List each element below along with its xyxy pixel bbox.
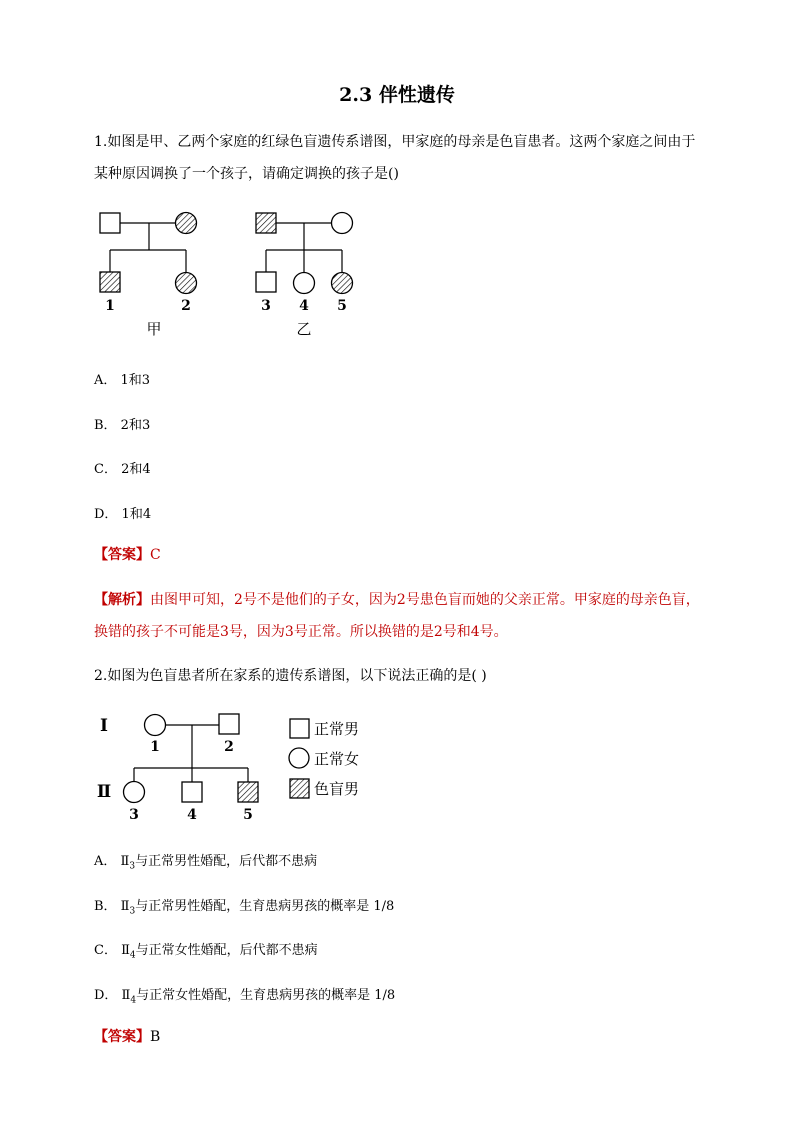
q1-answer-tag: 【答案】 bbox=[94, 547, 150, 563]
q1-family-a-label: 甲 bbox=[146, 320, 162, 338]
q1-child-label-1: 1 bbox=[105, 298, 115, 314]
q2-label-3: 3 bbox=[129, 807, 139, 823]
q2-pedigree-diagram bbox=[94, 706, 384, 826]
q2-label-2: 2 bbox=[224, 739, 234, 755]
q2-ii5-square-affected bbox=[238, 782, 258, 802]
q1-child-label-3: 3 bbox=[261, 298, 271, 314]
q2-ii4-square bbox=[182, 782, 202, 802]
q1-answer-value: C bbox=[150, 547, 161, 563]
q1-text-line2: 某种原因调换了一个孩子，请确定调换的孩子是() bbox=[94, 166, 399, 182]
legend-normal-female-circle bbox=[289, 748, 309, 768]
page-title: 2.3 伴性遗传 bbox=[339, 84, 455, 106]
q1-b-child4-circle bbox=[294, 273, 315, 294]
q1-b-child3-square bbox=[256, 272, 276, 292]
q2-i1-circle bbox=[145, 715, 166, 736]
q1-child-label-5: 5 bbox=[337, 298, 347, 314]
q2-i2-square bbox=[219, 714, 239, 734]
legend-colorblind-male-square bbox=[290, 779, 309, 798]
legend-colorblind-male-label: 色盲男 bbox=[314, 780, 360, 798]
q1-analysis-line2: 换错的孩子不可能是3号，因为3号正常。所以换错的是2号和4号。 bbox=[94, 624, 508, 640]
q2-answer-tag: 【答案】 bbox=[94, 1029, 150, 1045]
q2-answer bbox=[94, 1029, 160, 1045]
q1-a-father-square bbox=[100, 213, 120, 233]
q2-gen-label-1: I bbox=[100, 716, 108, 736]
q2-option-b: B． $Ⅱ_3$与正常男性婚配，生育患病男孩的概率是 1/8 bbox=[94, 899, 395, 917]
q1-child-label-2: 2 bbox=[181, 298, 191, 314]
q1-b-child5-circle-affected bbox=[332, 273, 353, 294]
q1-a-child2-circle-affected bbox=[176, 273, 197, 294]
q2-option-c: C． $Ⅱ_4$与正常女性婚配，后代都不患病 bbox=[94, 943, 318, 961]
q1-b-mother-circle bbox=[332, 213, 353, 234]
q1-text-line1: 1.如图是甲、乙两个家庭的红绿色盲遗传系谱图，甲家庭的母亲是色盲患者。这两个家庭之间由于 bbox=[94, 134, 696, 150]
q1-pedigree-diagram bbox=[94, 206, 374, 341]
q1-family-b-label: 乙 bbox=[296, 320, 312, 338]
q2-option-d: D． $Ⅱ_4$与正常女性婚配，生育患病男孩的概率是 1/8 bbox=[94, 988, 396, 1006]
q2-answer-value: B bbox=[150, 1029, 161, 1045]
q2-text: 2.如图为色盲患者所在家系的遗传系谱图，以下说法正确的是( ) bbox=[94, 668, 487, 684]
q1-a-mother-circle-affected bbox=[176, 213, 197, 234]
q1-a-child1-square-affected bbox=[100, 272, 120, 292]
q2-option-a: A． $Ⅱ_3$与正常男性婚配，后代都不患病 bbox=[94, 854, 318, 872]
legend-normal-female-label: 正常女 bbox=[314, 750, 360, 768]
q1-analysis-line1 bbox=[94, 592, 700, 608]
q1-answer bbox=[94, 547, 161, 563]
q1-child-label-4: 4 bbox=[299, 298, 309, 314]
legend-normal-male-label: 正常男 bbox=[314, 720, 360, 738]
q1-b-father-square-affected bbox=[256, 213, 276, 233]
q1-option-c: C． 2和4 bbox=[94, 462, 151, 477]
q2-gen-label-2: Ⅱ bbox=[96, 782, 112, 802]
q1-option-d: D． 1和4 bbox=[94, 507, 152, 522]
q2-label-5: 5 bbox=[243, 807, 253, 823]
q1-analysis-tag: 【解析】 bbox=[94, 592, 150, 608]
q1-option-b: B． 2和3 bbox=[94, 418, 151, 433]
q2-label-4: 4 bbox=[187, 807, 197, 823]
legend-normal-male-square bbox=[290, 719, 309, 738]
q1-analysis-text1: 由图甲可知，2号不是他们的子女，因为2号患色盲而她的父亲正常。甲家庭的母亲色盲， bbox=[150, 592, 700, 608]
q2-ii3-circle bbox=[124, 782, 145, 803]
q2-label-1: 1 bbox=[150, 739, 160, 755]
q1-option-a: A． 1和3 bbox=[94, 373, 151, 388]
